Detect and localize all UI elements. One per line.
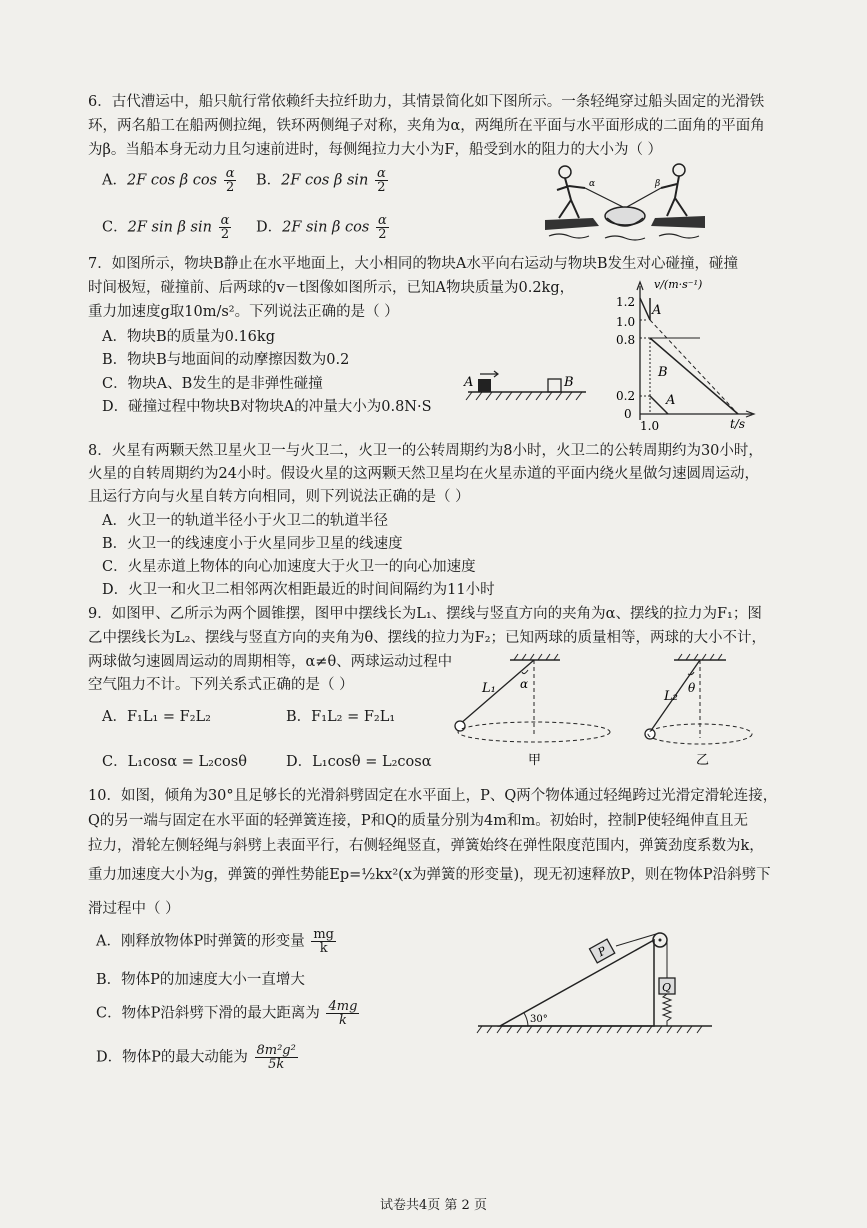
q7-xtick-1.0: 1.0 xyxy=(640,419,660,433)
q7-blocks-figure xyxy=(460,362,590,404)
q9-label-theta: θ xyxy=(688,681,696,695)
q7-option-b: B．物块B与地面间的动摩擦因数为0.2 xyxy=(102,352,350,368)
q7-ytick-0: 0 xyxy=(624,407,632,421)
q9-line3: 两球做匀速圆周运动的周期相等，α≠θ、两球运动过程中 xyxy=(88,654,453,670)
q7-ytick-0.2: 0.2 xyxy=(616,389,636,403)
q10-line1: 10．如图，倾角为30°且足够长的光滑斜劈固定在水平面上，P、Q两个物体通过轻绳跨过光滑定滑轮连接， xyxy=(88,788,778,804)
q7-ytick-1.0: 1.0 xyxy=(616,315,636,329)
q8-option-d: D．火卫一和火卫二相邻两次相距最近的时间间隔约为11小时 xyxy=(102,582,495,598)
q10-line4: 重力加速度大小为g，弹簧的弹性势能Ep=½kx²(x为弹簧的形变量)，现无初速释放P，则在物体P沿斜劈下 xyxy=(88,867,771,883)
q10-spring xyxy=(663,994,671,1026)
svg-text:β: β xyxy=(655,179,661,189)
q7-ytick-1.2: 1.2 xyxy=(616,295,636,309)
q9-line1: 9．如图甲、乙所示为两个圆锥摆，图甲中摆线长为L₁、摆线与竖直方向的夹角为α、摆线的拉力为F₁；图 xyxy=(88,606,762,622)
q10-incline xyxy=(500,940,654,1026)
q7-block-a-label: A xyxy=(464,375,474,390)
q9-figure-yi xyxy=(630,652,780,770)
q10-option-b: B．物体P的加速度大小一直增大 xyxy=(96,972,305,988)
q10-block-p xyxy=(589,939,614,963)
q6-option-d: D．2F sin β cos $\frac{\alpha}{2}$ xyxy=(256,213,387,242)
q7-line2: 时间极短，碰撞前、后两球的v－t图像如图所示，已知A物块质量为0.2kg， xyxy=(88,280,575,296)
q8-option-a: A．火卫一的轨道半径小于火卫二的轨道半径 xyxy=(102,513,388,529)
q7-x-label: t/s xyxy=(730,417,746,431)
q7-y-label: v/(m·s⁻¹) xyxy=(654,278,703,291)
q10-option-a: A．刚释放物体P时弹簧的形变量 $\frac{mg}{k}$ xyxy=(96,927,334,956)
q9-caption-jia: 甲 xyxy=(528,753,542,768)
q7-label-a-top: A xyxy=(652,303,662,318)
q10-line3: 拉力，滑轮左侧轻绳与斜劈上表面平行，右侧轻绳竖直，弹簧始终在弹性限度范围内，弹簧劲度系数为k， xyxy=(88,838,764,854)
svg-text:α: α xyxy=(589,179,596,189)
q8-line3: 且运行方向与火星自转方向相同，则下列说法正确的是（ ） xyxy=(88,489,470,505)
q9-option-c: C．L₁cosα = L₂cosθ xyxy=(102,754,247,770)
q9-caption-yi: 乙 xyxy=(696,753,710,768)
q6-option-a: A．2F cos β cos $\frac{\alpha}{2}$ xyxy=(102,166,235,195)
q9-figure-jia xyxy=(448,652,628,770)
q6-line1: 6．古代漕运中，船只航行常依赖纤夫拉纤助力，其情景简化如下图所示。一条轻绳穿过船头固定的光滑铁 xyxy=(88,94,765,110)
svg-text:Q: Q xyxy=(662,981,672,994)
q6-line3: 为β。当船本身无动力且匀速前进时，每侧绳拉力大小为F，船受到水的阻力的大小为（ ） xyxy=(88,142,663,158)
q6-line2: 环，两名船工在船两侧拉绳，铁环两侧绳子对称，夹角为α，两绳所在平面与水平面形成的二面角的平面角 xyxy=(88,118,765,134)
q8-line2: 火星的自转周期约为24小时。假设火星的这两颗天然卫星均在火星赤道的平面内绕火星做匀速圆周运动， xyxy=(88,466,759,482)
q9-label-l1: L₁ xyxy=(482,681,496,696)
q9-string-l1 xyxy=(460,660,534,724)
q9-line2: 乙中摆线长为L₂、摆线与竖直方向的夹角为θ、摆线的拉力为F₂；已知两球的质量相等，两球的大小不计， xyxy=(88,630,767,646)
q6-boat-figure xyxy=(545,160,705,242)
q7-option-d: D．碰撞过程中物块B对物块A的冲量大小为0.8N·S xyxy=(102,399,432,415)
q8-option-c: C．火星赤道上物体的向心加速度大于火卫一的向心加速度 xyxy=(102,559,476,575)
q6-option-b: B．2F cos β sin $\frac{\alpha}{2}$ xyxy=(256,166,386,195)
q7-label-a-bottom: A xyxy=(666,393,676,408)
q7-line-a-before xyxy=(640,298,650,320)
q9-ball-yi xyxy=(645,729,655,739)
q7-block-b-label: B xyxy=(564,375,574,390)
q8-line1: 8．火星有两颗天然卫星火卫一与火卫二，火卫一的公转周期约为8小时，火卫二的公转周期约为30小时， xyxy=(88,443,763,459)
q6-option-c: C．2F sin β sin $\frac{\alpha}{2}$ xyxy=(102,213,230,242)
q10-line2: Q的另一端与固定在水平面的轻弹簧连接，P和Q的质量分别为4m和m。初始时，控制P使轻绳伸直且无 xyxy=(88,813,749,829)
q10-angle-label: 30° xyxy=(530,1014,548,1025)
q7-vt-graph xyxy=(610,278,760,433)
q9-line4: 空气阻力不计。下列关系式正确的是（ ） xyxy=(88,677,354,693)
q9-label-alpha: α xyxy=(520,677,529,691)
q10-option-c: C．物体P沿斜劈下滑的最大距离为 $\frac{4mg}{k}$ xyxy=(96,999,358,1028)
q9-option-a: A．F₁L₁ = F₂L₂ xyxy=(102,709,211,725)
q7-line3: 重力加速度g取10m/s²。下列说法正确的是（ ） xyxy=(88,304,399,320)
svg-text:P: P xyxy=(595,944,609,960)
q7-label-b: B xyxy=(658,365,668,380)
q10-line5: 滑过程中（ ） xyxy=(88,901,180,917)
q9-option-b: B．F₁L₂ = F₂L₁ xyxy=(286,709,396,725)
q9-option-d: D．L₁cosθ = L₂cosα xyxy=(286,754,432,770)
q10-option-d: D．物体P的最大动能为 $\frac{\text{8m²g²}}{5k}$ xyxy=(96,1043,296,1072)
q7-line1: 7．如图所示，物块B静止在水平地面上，大小相同的物块A水平向右运动与物块B发生对心碰撞，碰撞 xyxy=(88,256,739,272)
q10-incline-figure xyxy=(476,930,716,1040)
page-footer: 试卷共4页 第 2 页 xyxy=(380,1198,487,1213)
q9-ball-jia xyxy=(455,721,465,731)
q7-ytick-0.8: 0.8 xyxy=(616,333,636,347)
q7-option-a: A．物块B的质量为0.16kg xyxy=(102,329,275,345)
q8-option-b: B．火卫一的线速度小于火星同步卫星的线速度 xyxy=(102,536,403,552)
q9-label-l2: L₂ xyxy=(664,689,678,704)
q7-option-c: C．物块A、B发生的是非弹性碰撞 xyxy=(102,376,323,392)
